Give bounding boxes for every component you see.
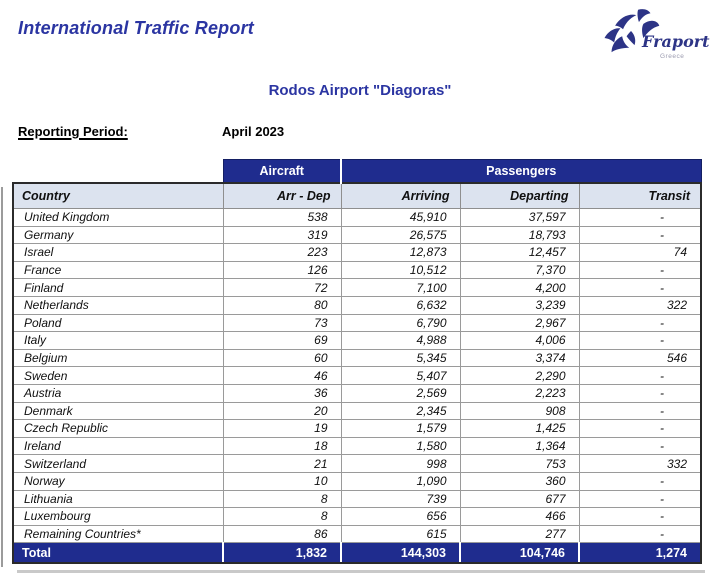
country-cell: Denmark [13, 402, 223, 420]
value-cell: 322 [579, 296, 701, 314]
country-cell: Poland [13, 314, 223, 332]
column-header-departing: Departing [460, 183, 579, 209]
value-cell: - [579, 261, 701, 279]
traffic-table [12, 159, 702, 564]
table-row [13, 437, 701, 455]
country-cell: Ireland [13, 437, 223, 455]
value-cell: 332 [579, 455, 701, 473]
table-body [13, 209, 701, 543]
table-row [13, 244, 701, 262]
value-cell: 7,100 [341, 279, 460, 297]
value-cell: 4,988 [341, 332, 460, 350]
table-row [13, 402, 701, 420]
table-row [13, 508, 701, 526]
country-cell: Remaining Countries* [13, 525, 223, 543]
value-cell: 739 [341, 490, 460, 508]
country-cell: France [13, 261, 223, 279]
value-cell: 6,790 [341, 314, 460, 332]
value-cell: 1,425 [460, 420, 579, 438]
value-cell: 37,597 [460, 209, 579, 227]
country-cell: Netherlands [13, 296, 223, 314]
value-cell: 2,569 [341, 384, 460, 402]
group-header-aircraft: Aircraft [223, 160, 341, 183]
page-title: International Traffic Report [18, 18, 254, 38]
value-cell: 319 [223, 226, 341, 244]
value-cell: 3,374 [460, 349, 579, 367]
country-cell: Lithuania [13, 490, 223, 508]
column-header-country: Country [13, 183, 223, 209]
value-cell: - [579, 226, 701, 244]
country-cell: Austria [13, 384, 223, 402]
value-cell: - [579, 314, 701, 332]
table-drop-shadow [17, 570, 705, 573]
table-row [13, 490, 701, 508]
table-row [13, 472, 701, 490]
value-cell: 538 [223, 209, 341, 227]
value-cell: 8 [223, 508, 341, 526]
value-cell: 223 [223, 244, 341, 262]
country-cell: Finland [13, 279, 223, 297]
value-cell: 1,364 [460, 437, 579, 455]
table-row [13, 209, 701, 227]
table-row [13, 525, 701, 543]
country-cell: Luxembourg [13, 508, 223, 526]
value-cell: 5,407 [341, 367, 460, 385]
value-cell: 677 [460, 490, 579, 508]
value-cell: 3,239 [460, 296, 579, 314]
value-cell: 60 [223, 349, 341, 367]
value-cell: 45,910 [341, 209, 460, 227]
value-cell: 4,200 [460, 279, 579, 297]
value-cell: - [579, 437, 701, 455]
column-header-arriving: Arriving [341, 183, 460, 209]
table-row [13, 420, 701, 438]
country-cell: Italy [13, 332, 223, 350]
value-cell: - [579, 490, 701, 508]
fraport-region-label: Greece [660, 53, 685, 60]
total-transit: 1,274 [579, 543, 701, 563]
value-cell: 615 [341, 525, 460, 543]
value-cell: 8 [223, 490, 341, 508]
column-header-arr-dep: Arr - Dep [223, 183, 341, 209]
table-row [13, 384, 701, 402]
value-cell: 20 [223, 402, 341, 420]
table-row [13, 226, 701, 244]
value-cell: - [579, 472, 701, 490]
value-cell: 126 [223, 261, 341, 279]
total-aircraft: 1,832 [223, 543, 341, 563]
value-cell: 277 [460, 525, 579, 543]
value-cell: - [579, 209, 701, 227]
reporting-period-value: April 2023 [222, 124, 285, 139]
value-cell: - [579, 420, 701, 438]
fraport-wordmark: Fraport [642, 32, 710, 51]
table-row [13, 279, 701, 297]
value-cell: 18,793 [460, 226, 579, 244]
value-cell: 80 [223, 296, 341, 314]
column-header-transit: Transit [579, 183, 701, 209]
value-cell: 4,006 [460, 332, 579, 350]
value-cell: 1,580 [341, 437, 460, 455]
value-cell: 10 [223, 472, 341, 490]
value-cell: 12,873 [341, 244, 460, 262]
value-cell: 1,579 [341, 420, 460, 438]
value-cell: 86 [223, 525, 341, 543]
value-cell: 2,290 [460, 367, 579, 385]
total-arriving: 144,303 [341, 543, 460, 563]
value-cell: 18 [223, 437, 341, 455]
value-cell: 466 [460, 508, 579, 526]
value-cell: 21 [223, 455, 341, 473]
value-cell: 72 [223, 279, 341, 297]
value-cell: 7,370 [460, 261, 579, 279]
value-cell: - [579, 402, 701, 420]
country-cell: Switzerland [13, 455, 223, 473]
value-cell: 6,632 [341, 296, 460, 314]
value-cell: 546 [579, 349, 701, 367]
table-row [13, 261, 701, 279]
value-cell: - [579, 384, 701, 402]
value-cell: 656 [341, 508, 460, 526]
page-edge-line [1, 187, 3, 567]
airport-title: Rodos Airport "Diagoras" [268, 82, 452, 99]
country-cell: Israel [13, 244, 223, 262]
country-cell: United Kingdom [13, 209, 223, 227]
table-row [13, 455, 701, 473]
value-cell: - [579, 508, 701, 526]
value-cell: 908 [460, 402, 579, 420]
country-cell: Norway [13, 472, 223, 490]
value-cell: 2,223 [460, 384, 579, 402]
country-cell: Sweden [13, 367, 223, 385]
value-cell: - [579, 525, 701, 543]
value-cell: 73 [223, 314, 341, 332]
table-row [13, 314, 701, 332]
value-cell: 26,575 [341, 226, 460, 244]
value-cell: 998 [341, 455, 460, 473]
country-cell: Germany [13, 226, 223, 244]
table-row [13, 296, 701, 314]
value-cell: 12,457 [460, 244, 579, 262]
table-row [13, 349, 701, 367]
value-cell: 1,090 [341, 472, 460, 490]
value-cell: 360 [460, 472, 579, 490]
table-group-header-row [13, 160, 701, 183]
value-cell: 10,512 [341, 261, 460, 279]
country-cell: Belgium [13, 349, 223, 367]
table-row [13, 332, 701, 350]
total-departing: 104,746 [460, 543, 579, 563]
country-cell: Czech Republic [13, 420, 223, 438]
value-cell: 2,345 [341, 402, 460, 420]
value-cell: 753 [460, 455, 579, 473]
value-cell: 2,967 [460, 314, 579, 332]
value-cell: - [579, 279, 701, 297]
value-cell: 19 [223, 420, 341, 438]
value-cell: - [579, 367, 701, 385]
group-header-passengers: Passengers [341, 160, 701, 183]
value-cell: 74 [579, 244, 701, 262]
table-row [13, 367, 701, 385]
value-cell: 5,345 [341, 349, 460, 367]
reporting-period-label: Reporting Period: [18, 124, 128, 139]
group-header-spacer [13, 160, 223, 183]
value-cell: 69 [223, 332, 341, 350]
value-cell: 36 [223, 384, 341, 402]
value-cell: - [579, 332, 701, 350]
total-label: Total [13, 543, 223, 563]
table-total-row [13, 543, 701, 563]
fraport-logo [602, 6, 708, 64]
table-column-header-row [13, 183, 701, 209]
value-cell: 46 [223, 367, 341, 385]
